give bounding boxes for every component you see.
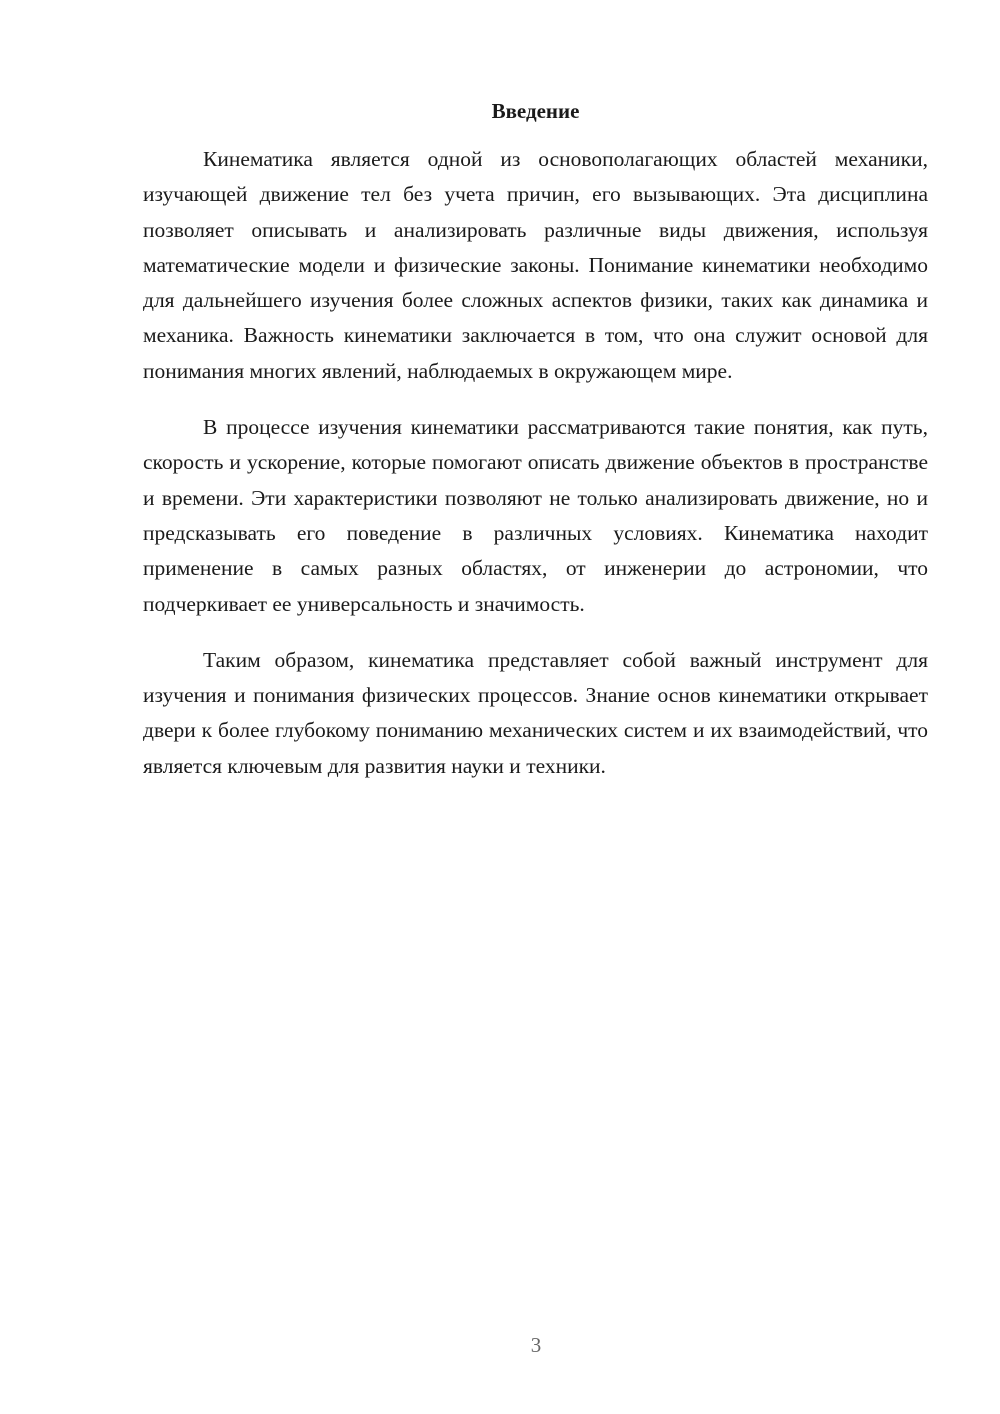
paragraph-2: В процессе изучения кинематики рассматриваются такие понятия, как путь, скорость и ускорение, которые помогают описать движение объектов в пространстве и времени. Эти характеристики позволяют не только анализировать движение, но и предсказывать его поведение в различных условиях. Кинематика находит применение в самых разных областях, от инженерии до астрономии, что подчеркивает ее универсальность и значимость. (143, 415, 928, 616)
section-title: Введение (491, 99, 580, 123)
page-number: 3 (530, 1333, 542, 1357)
paragraph-3: Таким образом, кинематика представляет собой важный инструмент для изучения и понимания физических процессов. Знание основ кинематики открывает двери к более глубокому пониманию механических систем и их взаимодействий, что является ключевым для развития науки и техники. (143, 647, 928, 778)
page-content (143, 96, 928, 805)
paragraph-1: Кинематика является одной из основополагающих областей механики, изучающей движение тел без учета причин, его вызывающих. Эта дисциплина позволяет описывать и анализировать различные виды движения, используя математические модели и физические законы. Понимание кинематики необходимо для дальнейшего изучения более сложных аспектов физики, таких как динамика и механика. Важность кинематики заключается в том, что она служит основой для понимания многих явлений, наблюдаемых в окружающем мире. (143, 147, 928, 383)
